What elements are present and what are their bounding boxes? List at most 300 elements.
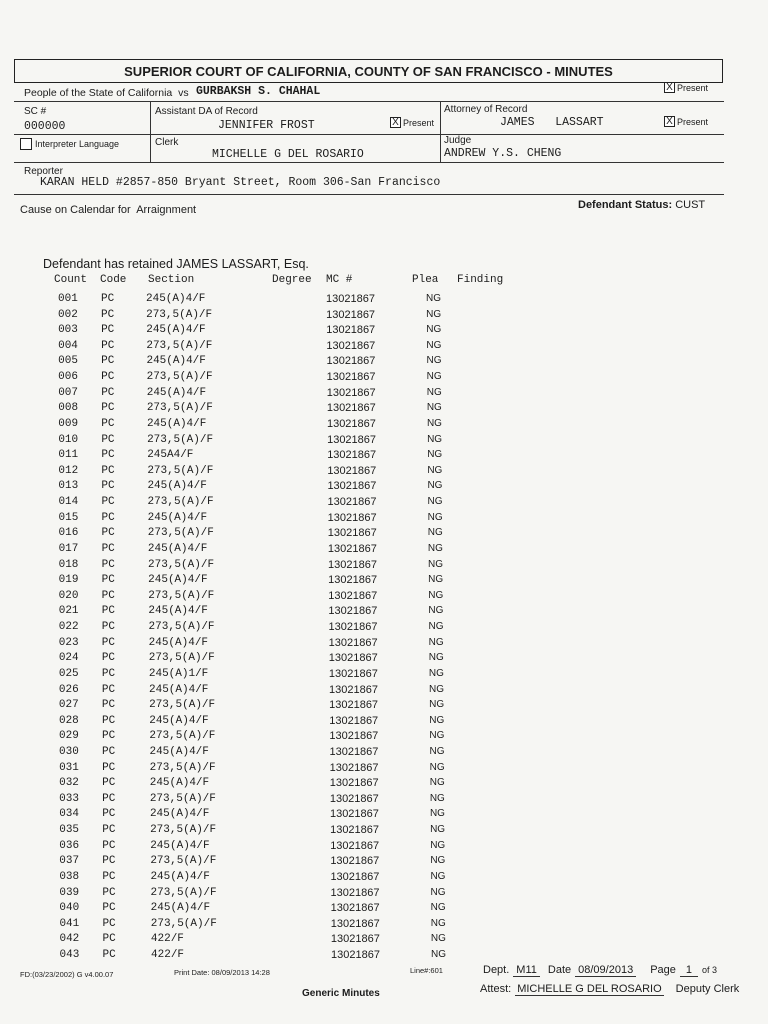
cell-count: 012 xyxy=(58,464,79,477)
cell-count: 034 xyxy=(59,808,79,821)
cell-code: PC xyxy=(101,558,115,571)
cell-section: 245(A)4/F xyxy=(146,293,206,305)
cell-section: 245(A)4/F xyxy=(150,902,211,915)
ada-present-checkbox[interactable]: X xyxy=(390,117,401,128)
table-row xyxy=(0,949,768,964)
attorney-value: JAMES LASSART xyxy=(500,116,604,129)
cell-section: 245(A)4/F xyxy=(146,355,206,368)
divider xyxy=(14,194,724,195)
table-row xyxy=(0,871,768,886)
cell-mc: 13021867 xyxy=(326,293,375,305)
cell-count: 037 xyxy=(59,855,80,868)
cell-code: PC xyxy=(101,589,115,602)
cell-section: 245(A)4/F xyxy=(149,683,209,696)
page-title xyxy=(14,59,723,83)
interpreter-field xyxy=(20,138,119,150)
cell-code: PC xyxy=(101,293,115,305)
cell-mc: 13021867 xyxy=(327,511,377,524)
cell-section: 273,5(A)/F xyxy=(147,496,214,509)
cell-count: 036 xyxy=(59,839,80,852)
cell-code: PC xyxy=(101,386,115,399)
table-row xyxy=(0,496,768,511)
table-row xyxy=(0,699,768,714)
table-row xyxy=(0,793,768,808)
cell-plea: NG xyxy=(429,808,445,820)
cell-section: 273,5(A)/F xyxy=(146,308,213,321)
attest-value: MICHELLE G DEL ROSARIO xyxy=(517,983,662,995)
table-row xyxy=(0,933,768,948)
cell-plea: NG xyxy=(428,636,444,648)
page-value: 1 xyxy=(680,964,698,977)
cell-count: 027 xyxy=(58,699,79,712)
cell-count: 013 xyxy=(58,480,79,493)
cell-section: 245(A)4/F xyxy=(149,745,209,758)
cell-plea: NG xyxy=(426,417,442,429)
cell-plea: NG xyxy=(429,730,445,742)
cell-plea: NG xyxy=(429,792,445,804)
cell-section: 273,5(A)/F xyxy=(148,589,215,602)
cell-mc: 13021867 xyxy=(330,870,380,883)
divider xyxy=(14,101,724,102)
cell-plea: NG xyxy=(426,402,442,414)
cell-count: 008 xyxy=(58,402,79,415)
cell-mc: 13021867 xyxy=(329,714,379,727)
cell-mc: 13021867 xyxy=(327,449,377,462)
form-name: Generic Minutes xyxy=(302,988,380,999)
cause-on-calendar xyxy=(20,204,196,216)
cell-mc: 13021867 xyxy=(328,605,378,618)
cell-plea: NG xyxy=(427,542,443,554)
cell-count: 030 xyxy=(59,745,79,758)
cell-section: 273,5(A)/F xyxy=(147,464,214,477)
cell-count: 007 xyxy=(58,386,79,399)
cell-plea: NG xyxy=(429,714,445,726)
interpreter-label: Interpreter Language xyxy=(35,139,120,149)
cell-section: 245(A)4/F xyxy=(146,417,207,430)
clerk-value: MICHELLE G DEL ROSARIO xyxy=(212,148,364,161)
cell-code: PC xyxy=(101,511,115,524)
page-of: of 3 xyxy=(702,965,718,975)
divider xyxy=(14,162,724,163)
cell-plea: NG xyxy=(428,652,444,664)
cell-section: 273,5(A)/F xyxy=(149,792,216,805)
cell-count: 040 xyxy=(59,902,80,915)
cell-section: 422/F xyxy=(151,949,185,962)
cell-count: 019 xyxy=(58,574,79,587)
cell-section: 273,5(A)/F xyxy=(146,371,213,384)
table-row xyxy=(0,355,768,370)
cell-mc: 13021867 xyxy=(329,808,379,821)
cell-mc: 13021867 xyxy=(327,433,377,446)
line-number: Line#:601 xyxy=(410,966,443,975)
col-count: Count xyxy=(54,274,88,286)
cell-code: PC xyxy=(101,683,116,696)
cell-mc: 13021867 xyxy=(328,636,378,649)
cell-mc: 13021867 xyxy=(327,527,377,540)
cell-plea: NG xyxy=(426,339,442,351)
cell-count: 035 xyxy=(59,824,80,837)
cell-section: 245(A)4/F xyxy=(148,574,208,587)
cell-mc: 13021867 xyxy=(328,589,378,602)
col-section: Section xyxy=(148,274,195,286)
ada-present xyxy=(390,117,434,128)
cell-plea: NG xyxy=(426,371,442,383)
cell-section: 245(A)4/F xyxy=(149,714,209,727)
cell-section: 273,5(A)/F xyxy=(149,730,216,743)
cell-plea: NG xyxy=(428,589,444,601)
cell-plea: NG xyxy=(429,761,445,773)
dept-value: M11 xyxy=(513,964,540,977)
cell-section: 245(A)4/F xyxy=(147,480,207,493)
cell-count: 006 xyxy=(58,371,78,384)
cell-code: PC xyxy=(102,902,116,915)
dept-date-page xyxy=(483,964,717,977)
reporter-value: KARAN HELD #2857-850 Bryant Street, Room 306-San Francisco xyxy=(40,176,441,189)
cell-mc: 13021867 xyxy=(326,324,376,337)
cell-plea: NG xyxy=(427,496,443,508)
cell-plea: NG xyxy=(427,527,443,539)
table-row xyxy=(0,527,768,542)
table-row xyxy=(0,480,768,495)
cell-plea: NG xyxy=(427,433,443,445)
defendant-present xyxy=(664,82,708,93)
cell-code: PC xyxy=(101,339,115,352)
cell-mc: 13021867 xyxy=(328,621,378,634)
people-label: People of the State of California vs xyxy=(24,87,189,99)
cell-mc: 13021867 xyxy=(330,917,380,930)
cell-section: 273,5(A)/F xyxy=(150,917,217,930)
ada-label: Assistant DA of Record xyxy=(155,106,258,117)
cell-section: 245(A)4/F xyxy=(150,839,210,852)
cell-count: 010 xyxy=(58,433,79,446)
cell-code: PC xyxy=(101,371,115,384)
table-row xyxy=(0,574,768,589)
table-row xyxy=(0,309,768,324)
sc-value: 000000 xyxy=(24,120,66,133)
cell-count: 014 xyxy=(58,496,79,509)
status-label: Defendant Status: xyxy=(578,199,673,211)
cell-count: 017 xyxy=(58,542,79,555)
cell-count: 042 xyxy=(59,933,80,946)
cell-section: 273,5(A)/F xyxy=(150,855,217,868)
cell-section: 273,5(A)/F xyxy=(146,339,213,352)
present-label: Present xyxy=(677,82,709,93)
cell-count: 028 xyxy=(58,714,79,727)
cell-code: PC xyxy=(102,824,116,837)
cause-label: Cause on Calendar for xyxy=(20,204,131,216)
cell-count: 024 xyxy=(58,652,79,665)
cell-count: 025 xyxy=(58,667,79,680)
cell-section: 245(A)4/F xyxy=(146,324,206,337)
col-finding: Finding xyxy=(457,274,504,286)
col-degree: Degree xyxy=(272,274,312,286)
cell-section: 245A4/F xyxy=(147,449,194,462)
cell-section: 245(A)1/F xyxy=(148,667,209,680)
cell-section: 273,5(A)/F xyxy=(146,402,213,415)
cell-count: 026 xyxy=(58,683,79,696)
cell-plea: NG xyxy=(429,745,445,757)
table-row xyxy=(0,730,768,745)
cell-count: 015 xyxy=(58,511,79,524)
cell-plea: NG xyxy=(426,293,441,304)
table-row xyxy=(0,465,768,480)
form-id: FD:(03/23/2002) G v4.00.07 xyxy=(20,970,114,979)
cell-code: PC xyxy=(101,542,115,555)
cell-count: 018 xyxy=(58,558,79,571)
cell-code: PC xyxy=(102,949,116,962)
attest-label: Attest: xyxy=(480,983,512,995)
table-row xyxy=(0,637,768,652)
cell-section: 422/F xyxy=(150,933,184,946)
defendant-name: GURBAKSH S. CHAHAL xyxy=(196,85,321,98)
cell-plea: NG xyxy=(427,449,443,461)
table-row xyxy=(0,559,768,574)
title-text: SUPERIOR COURT OF CALIFORNIA, COUNTY OF SAN FRANCISCO - MINUTES xyxy=(124,63,613,79)
table-row xyxy=(0,746,768,761)
cell-count: 004 xyxy=(58,339,78,352)
divider xyxy=(440,101,441,162)
interpreter-checkbox[interactable] xyxy=(20,138,32,150)
table-row xyxy=(0,512,768,527)
cell-plea: NG xyxy=(430,886,446,898)
cell-mc: 13021867 xyxy=(330,855,380,868)
table-row xyxy=(0,855,768,870)
date-value: 08/09/2013 xyxy=(575,964,636,977)
cell-plea: NG xyxy=(428,621,444,633)
cell-mc: 13021867 xyxy=(328,574,378,587)
cell-section: 273,5(A)/F xyxy=(148,621,215,634)
cell-code: PC xyxy=(101,652,116,665)
cell-code: PC xyxy=(101,496,115,509)
print-date: Print Date: 08/09/2013 14:28 xyxy=(174,968,270,977)
cell-section: 245(A)4/F xyxy=(148,636,209,649)
cell-count: 038 xyxy=(59,870,80,883)
cause-value: Arraignment xyxy=(136,204,197,216)
cell-code: PC xyxy=(101,433,115,446)
cell-mc: 13021867 xyxy=(327,496,377,509)
cell-code: PC xyxy=(102,933,116,946)
ada-value: JENNIFER FROST xyxy=(218,119,315,132)
cell-mc: 13021867 xyxy=(326,371,376,384)
cell-section: 245(A)4/F xyxy=(149,808,210,821)
table-row xyxy=(0,762,768,777)
cell-plea: NG xyxy=(430,839,446,851)
cell-mc: 13021867 xyxy=(329,699,379,712)
cell-plea: NG xyxy=(427,511,443,523)
cell-mc: 13021867 xyxy=(327,464,377,477)
cell-code: PC xyxy=(101,605,115,618)
cell-plea: NG xyxy=(426,386,442,398)
cell-code: PC xyxy=(101,574,115,587)
table-row xyxy=(0,449,768,464)
cell-mc: 13021867 xyxy=(328,558,377,571)
cell-code: PC xyxy=(102,839,116,852)
cell-plea: NG xyxy=(428,667,444,679)
cell-code: PC xyxy=(102,808,116,821)
cell-plea: NG xyxy=(430,933,446,945)
sc-label: SC # xyxy=(24,106,47,117)
cell-code: PC xyxy=(102,730,116,743)
table-row xyxy=(0,777,768,792)
cell-code: PC xyxy=(101,402,115,415)
cell-count: 032 xyxy=(59,777,79,790)
cell-plea: NG xyxy=(429,777,445,789)
cell-code: PC xyxy=(101,527,115,540)
table-row xyxy=(0,371,768,386)
cell-code: PC xyxy=(102,870,116,883)
table-row xyxy=(0,684,768,699)
cell-mc: 13021867 xyxy=(327,480,377,493)
cell-mc: 13021867 xyxy=(330,933,380,946)
cell-code: PC xyxy=(102,745,116,758)
cell-section: 245(A)4/F xyxy=(146,386,207,399)
cell-section: 245(A)4/F xyxy=(149,777,210,790)
cell-code: PC xyxy=(101,324,115,337)
table-row xyxy=(0,324,768,339)
reporter-label: Reporter xyxy=(24,166,63,177)
attest xyxy=(480,983,739,996)
cell-plea: NG xyxy=(430,917,446,929)
cell-section: 245(A)4/F xyxy=(150,870,210,883)
cell-code: PC xyxy=(101,621,115,634)
cell-mc: 13021867 xyxy=(326,308,376,321)
cell-mc: 13021867 xyxy=(329,683,378,696)
cell-code: PC xyxy=(102,855,116,868)
table-header xyxy=(0,274,768,288)
table-row xyxy=(0,590,768,605)
cell-code: PC xyxy=(101,636,115,649)
cell-mc: 13021867 xyxy=(329,761,379,774)
cell-plea: NG xyxy=(426,355,442,367)
cell-code: PC xyxy=(102,761,116,774)
table-row xyxy=(0,824,768,839)
cell-mc: 13021867 xyxy=(330,824,380,837)
cell-section: 273,5(A)/F xyxy=(147,433,214,446)
table-row xyxy=(0,621,768,636)
cell-count: 022 xyxy=(58,621,79,634)
table-row xyxy=(0,887,768,902)
cell-count: 023 xyxy=(58,636,79,649)
cell-code: PC xyxy=(101,449,115,462)
cell-code: PC xyxy=(102,792,116,805)
cell-code: PC xyxy=(101,699,116,712)
attorney-present-label: Present xyxy=(677,116,709,127)
cell-mc: 13021867 xyxy=(330,886,380,899)
cell-section: 273,5(A)/F xyxy=(149,761,216,774)
cell-plea: NG xyxy=(427,464,443,476)
cell-count: 009 xyxy=(58,417,79,430)
cell-section: 273,5(A)/F xyxy=(150,886,217,899)
retained-statement: Defendant has retained JAMES LASSART, Esq. xyxy=(43,257,309,271)
cell-section: 245(A)4/F xyxy=(148,605,208,618)
cell-mc: 13021867 xyxy=(326,386,376,399)
table-row xyxy=(0,387,768,402)
cell-section: 273,5(A)/F xyxy=(149,699,216,712)
attorney-present-checkbox[interactable]: X xyxy=(664,116,675,127)
cell-code: PC xyxy=(101,355,115,368)
cell-mc: 13021867 xyxy=(327,542,377,555)
cell-section: 245(A)4/F xyxy=(147,511,208,524)
date-label: Date xyxy=(547,964,572,976)
cell-code: PC xyxy=(101,667,116,680)
table-row xyxy=(0,293,768,308)
cell-mc: 13021867 xyxy=(329,792,379,805)
cell-count: 016 xyxy=(58,527,79,540)
cell-mc: 13021867 xyxy=(329,777,379,790)
cell-plea: NG xyxy=(429,699,445,711)
cell-code: PC xyxy=(101,417,115,430)
status-value: CUST xyxy=(675,199,706,211)
cell-mc: 13021867 xyxy=(329,745,379,758)
cell-mc: 13021867 xyxy=(330,902,380,915)
table-row xyxy=(0,652,768,667)
cell-section: 273,5(A)/F xyxy=(150,824,217,837)
table-row xyxy=(0,402,768,417)
cell-plea: NG xyxy=(428,558,444,570)
cell-section: 273,5(A)/F xyxy=(147,527,214,540)
clerk-label: Clerk xyxy=(155,137,179,148)
cell-plea: NG xyxy=(426,308,442,320)
cell-count: 041 xyxy=(59,917,80,930)
cell-mc: 13021867 xyxy=(329,730,379,743)
cell-code: PC xyxy=(102,917,116,930)
cell-mc: 13021867 xyxy=(326,339,376,352)
cell-count: 011 xyxy=(58,449,79,462)
cell-section: 245(A)4/F xyxy=(147,542,208,555)
attorney-present xyxy=(664,116,708,127)
judge-label: Judge xyxy=(444,135,472,146)
divider xyxy=(150,101,151,162)
cell-mc: 13021867 xyxy=(326,402,376,415)
deputy-label: Deputy Clerk xyxy=(675,983,740,995)
table-row xyxy=(0,902,768,917)
cell-plea: NG xyxy=(426,324,442,336)
table-row xyxy=(0,605,768,620)
cell-count: 002 xyxy=(58,308,78,321)
table-row xyxy=(0,715,768,730)
cell-section: 273,5(A)/F xyxy=(148,558,215,571)
table-row xyxy=(0,418,768,433)
cell-plea: NG xyxy=(430,902,446,914)
cell-plea: NG xyxy=(430,855,446,867)
cell-code: PC xyxy=(102,886,116,899)
cell-count: 031 xyxy=(59,761,79,774)
table-row xyxy=(0,668,768,683)
judge-value: ANDREW Y.S. CHENG xyxy=(444,147,562,160)
page-label: Page xyxy=(650,964,676,976)
col-mc: MC # xyxy=(326,274,353,286)
cell-count: 003 xyxy=(58,324,78,337)
cell-count: 033 xyxy=(59,792,79,805)
cell-code: PC xyxy=(102,777,116,790)
cell-plea: NG xyxy=(427,480,443,492)
cell-count: 021 xyxy=(58,605,79,618)
cell-count: 029 xyxy=(59,730,79,743)
table-row xyxy=(0,918,768,933)
cell-count: 043 xyxy=(59,949,80,962)
cell-mc: 13021867 xyxy=(328,652,378,665)
table-row xyxy=(0,543,768,558)
present-checkbox[interactable]: X xyxy=(664,82,675,93)
cell-count: 005 xyxy=(58,355,78,368)
cell-code: PC xyxy=(101,480,115,493)
cell-count: 001 xyxy=(58,293,78,305)
cell-plea: NG xyxy=(428,605,444,617)
cell-count: 039 xyxy=(59,886,80,899)
cell-mc: 13021867 xyxy=(326,355,376,368)
cell-plea: NG xyxy=(431,949,447,961)
table-row xyxy=(0,434,768,449)
